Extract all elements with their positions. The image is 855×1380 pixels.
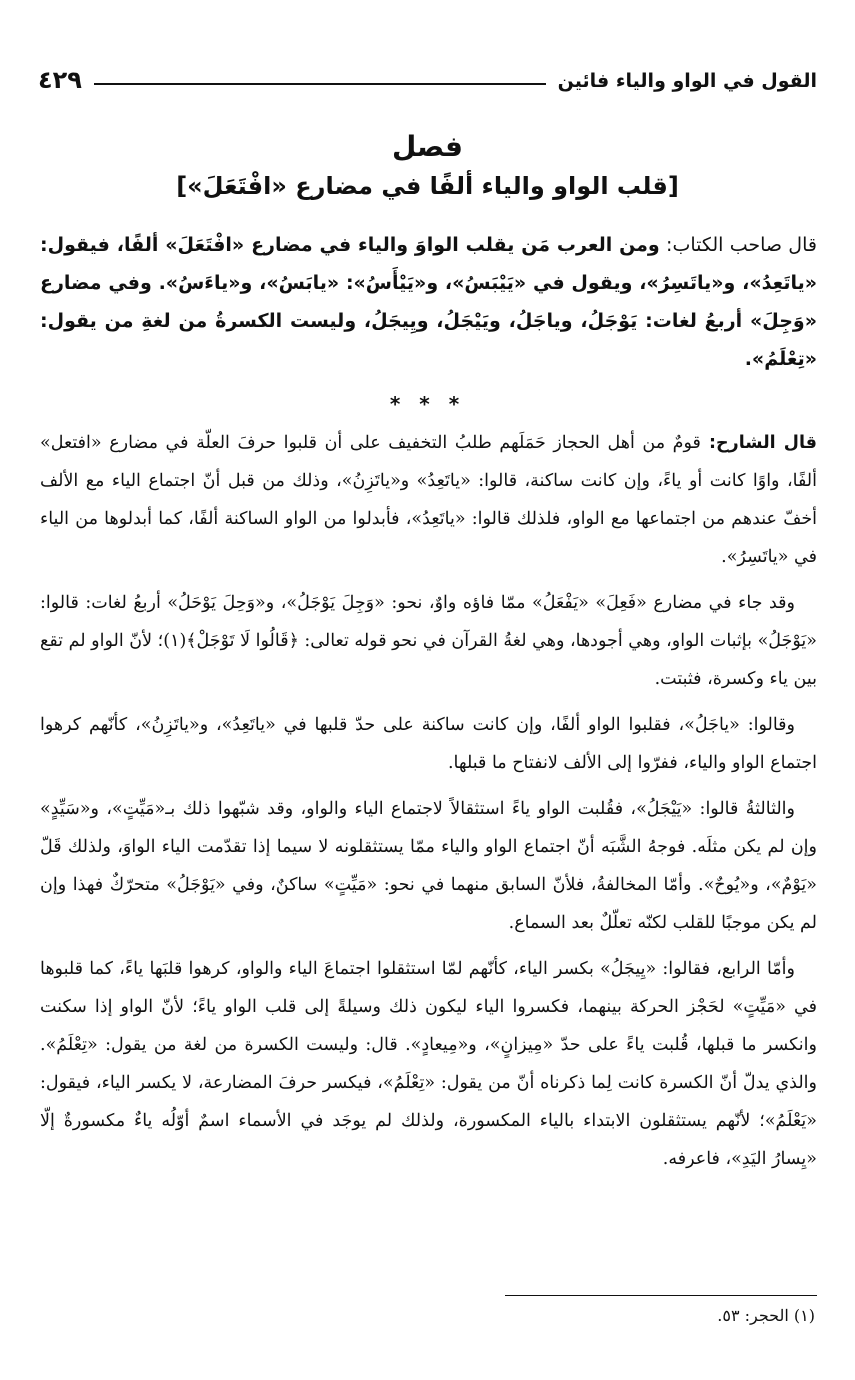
commentary-paragraph: والثالثةُ قالوا: «يَيْجَلُ»، فقُلبت الواو ياءً استثقالاً لاجتماع الياء والواو، وقد شبّهوا ذلك بـ«مَيِّتٍ»، و«سَيِّدٍ» وإن لم يكن مثلَه. فوجهُ الشَّبَه أنّ اجتماع الواو والياء ممّا يستثقلونه لا سيما إذا تقدّمت الياء الواوَ، ولذلك قَلّ «يَوْمٌ»، و«يُوحٌ». وأمّا المخالفةُ، فلأنّ السابق منهما في نحو: «مَيِّتٍ» ساكنٌ، وفي «يَوْجَلُ» متحرّكٌ فهذا وإن لم يكن موجبًا للقلب لكنّه تعلّلٌ بعد السماع. bbox=[40, 799, 817, 933]
running-head-title: القول في الواو والياء فائين bbox=[557, 70, 817, 92]
page-number: ٤٢٩ bbox=[38, 66, 82, 94]
matn-lead: قال صاحب الكتاب: bbox=[659, 234, 817, 256]
commentary-paragraph: وقالوا: «ياجَلُ»، فقلبوا الواو ألفًا، وإن كانت ساكنة على حدّ قلبها في «ياتَعِدُ»، و«ياتَزِنُ»، كأنّهم كرهوا اجتماع الواو والياء، ففرّوا إلى الألف لانفتاح ما قبلها. bbox=[40, 715, 817, 773]
commentary-speaker: قال الشارح: bbox=[700, 433, 817, 453]
running-head-rule bbox=[94, 83, 546, 85]
commentary bbox=[40, 424, 817, 1186]
commentary-paragraph: وقد جاء في مضارع «فَعِلَ» «يَفْعَلُ» ممّا فاؤه واوٌ، نحو: «وَجِلَ يَوْجَلُ»، و«وَحِلَ يَوْحَلُ» أربعُ لغات: قالوا: «يَوْجَلُ» بإثبات الواو، وهي أجودها، وهي لغةُ القرآن في نحو قوله تعالى: ﴿قَالُوا لَا تَوْجَلْ﴾(١)؛ لأنّ الواو لم تقع بين ياء وكسرة، فثبتت. bbox=[40, 593, 817, 689]
section-separator: * * * bbox=[389, 392, 466, 416]
footnote-rule bbox=[505, 1295, 817, 1296]
footnote: (١) الحجر: ٥٣. bbox=[717, 1306, 815, 1325]
running-head bbox=[38, 58, 817, 94]
matn-paragraph bbox=[40, 226, 817, 378]
commentary-paragraph: وأمّا الرابع، فقالوا: «يِيجَلُ» بكسر الياء، كأنّهم لمّا استثقلوا اجتماعَ الياء والواو، كرهوا قلبَها ياءً، كما قلبوها في «مَيِّتٍ» لحَجْز الحركة بينهما، فكسروا الياء ليكون ذلك وسيلةً إلى قلب الواو ياءً؛ لأنّ الواو إذا سكنت وانكسر ما قبلها، قُلبت ياءً على حدّ «مِيزانٍ»، و«مِيعادٍ». قال: وليست الكسرة من لغة من يقول: «تِعْلَمُ». والذي يدلّ أنّ الكسرة كانت لِما ذكرناه أنّ من يقول: «تِعْلَمُ»، فيكسر حرفَ المضارعة، لا يكسر الياء، فيقول: «يَعْلَمُ»؛ لأنّهم يستثقلون الابتداء بالياء المكسورة، ولذلك لم يوجَد في الأسماء اسمٌ أوّلُه ياءٌ مكسورةٌ إلّا «يِسارُ اليَدِ»، فاعرفه. bbox=[40, 959, 817, 1169]
chapter-heading: فصل bbox=[392, 130, 463, 163]
commentary-paragraph bbox=[40, 424, 817, 576]
commentary-text: قومٌ من أهل الحجاز حَمَلَهم طلبُ التخفيف على أن قلبوا حرفَ العلّة في مضارع «افتعل» ألفًا، واوًا كانت أو ياءً، وإن كانت ساكنة، قالوا: «ياتَعِدُ» و«ياتَزِنُ»، وذلك من قبل أنّ اجتماع الياء مع الألف أخفّ عندهم من اجتماعها مع الواو، فلذلك قالوا: «ياتَعِدُ»، فأبدلوا من الواو الساكنة ألفًا، كما أبدلوها من الياء في «ياتَسِرُ». bbox=[40, 433, 817, 567]
chapter-subheading: [قلب الواو والياء ألفًا في مضارع «افْتَعَلَ»] bbox=[176, 172, 679, 200]
matn-text: ومن العرب مَن يقلب الواوَ والياء في مضارع «افْتَعَلَ» ألفًا، فيقول: «ياتَعِدُ»، و«ياتَسِرُ»، ويقول في «يَيْبَسُ»، و«يَيْأَسُ»: «يابَسُ»، و«ياءَسُ». وفي مضارع «وَجِلَ» أربعُ لغات: يَوْجَلُ، وياجَلُ، ويَيْجَلُ، ويِيجَلُ، وليست الكسرةُ من لغةِ من يقول: «تِعْلَمُ». bbox=[40, 234, 817, 370]
